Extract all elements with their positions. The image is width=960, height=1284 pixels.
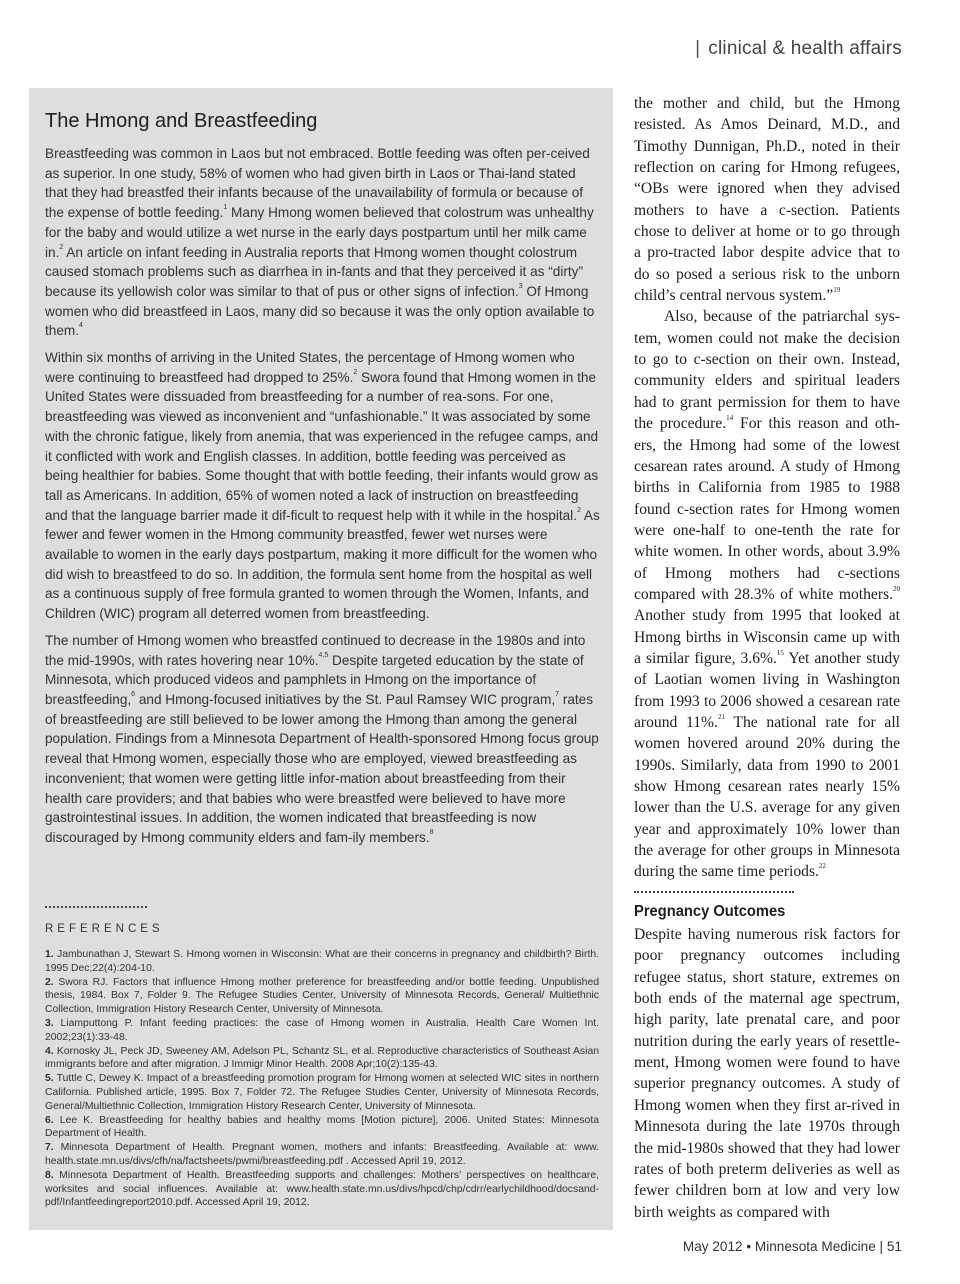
citation-superscript: 21	[717, 712, 725, 721]
reference-text: Swora RJ. Factors that influence Hmong mother preference for breastfeeding and/or bottle feeding. Unpublished thesis, 1984. Box 7, Folder 9. The Refugee Studies Center, University of Minnesota Records, General/ Multiethnic Collection, Immigration History Research Center, University of Minnesota.	[45, 976, 599, 1016]
reference-number: 4.	[45, 1045, 54, 1057]
reference-number: 2.	[45, 976, 54, 988]
page-footer: May 2012 • Minnesota Medicine | 51	[682, 1239, 902, 1254]
references-heading: REFERENCES	[45, 923, 164, 935]
reference-item	[45, 1017, 599, 1045]
reference-text: Kornosky JL, Peck JD, Sweeney AM, Adelson PL, Schantz SL, et al. Reproductive characteristics of Southeast Asian immigrants before and after migration. J Immigr Minor Health. 2008 Apr;10(2):135-43.	[45, 1045, 599, 1071]
citation-superscript: 3	[518, 282, 523, 290]
text-run: Also, because of the patriarchal sys-tem, women could not make the decision to go to c-section on their own. Instead, community elders and spiritual leaders had to grant permission for them to have the procedure.	[634, 308, 900, 433]
citation-superscript: 2	[353, 368, 358, 376]
citation-superscript: 2	[576, 506, 581, 514]
reference-text: Liamputtong P. Infant feeding practices: the case of Hmong women in Australia. Health Care Women Int. 2002;23(1):33-48.	[45, 1017, 599, 1043]
dotted-divider	[45, 906, 147, 908]
references-list	[45, 948, 599, 1210]
reference-text: Lee K. Breastfeeding for healthy babies and healthy moms [Motion picture], 2006. United States: Minnesota Department of Health.	[45, 1114, 599, 1140]
citation-superscript: 19	[833, 286, 841, 295]
reference-item	[45, 976, 599, 1017]
reference-number: 1.	[45, 949, 54, 960]
text-run: The national rate for all women hovered around 20% during the 1990s. Similarly, data from 1990 to 2001 show Hmong cesarean rates nearly 15% lower than the U.S. average for any given year and approximately 10% lower than the average for other groups in Minnesota during the same time periods.	[634, 713, 900, 881]
text-run: Another study from 1995 that looked at Hmong births in Wisconsin came up with a similar figure, 3.6%.	[634, 607, 900, 667]
paragraph: Despite having numerous risk factors for poor pregnancy outcomes including refugee status, short stature, extremes on both ends of the maternal age spectrum, high parity, late prenatal care, and poor nutrition during the early years of resettle-ment, Hmong women were found to have superior pregnancy outcomes. A study of Hmong women when they first ar-rived in Minnesota during the late 1970s through the mid-1980s showed that they had lower rates of both preterm deliveries as well as fewer children born at low and very low birth weights as compared with	[634, 926, 900, 1221]
text-run: Breastfeeding was common in Laos but not embraced. Bottle feeding was often per-ceived as superior. In one study, 58% of women who had given birth in Laos or Thai-land stated that they had breastfed their infants because of the unavailability of formula or because of the expense of bottle feeding.	[45, 146, 590, 221]
text-run: For this reason and oth-ers, the Hmong had some of the lowest cesarean rates around. A study of Hmong births in California from 1985 to 1988 found c-section rates for Hmong women were one-half to one-tenth the rate for white women. In other words, about 3.9% of Hmong mothers had c-sections compared with 28.3% of white mothers.	[634, 415, 900, 603]
reference-item	[45, 948, 599, 976]
sidebar-box	[29, 88, 613, 1230]
reference-number: 8.	[45, 1169, 54, 1181]
reference-number: 5.	[45, 1073, 54, 1085]
text-run: As fewer and fewer women in the Hmong community breastfed, fewer wet nurses were available to women in the early days postpartum, making it more difficult for the women who did wish to breastfeed to do so. In addition, the formula sent home from the hospital as well as a continuous supply of free formula granted to women through the Women, Infants, and Children (WIC) program all deterred women from breastfeeding.	[45, 507, 600, 622]
text-run: An article on infant feeding in Australia reports that Hmong women thought colostrum caused stomach problems such as diarrhea in in-fants and that they perceived it as “dirty” because its yellowish color was similar to that of pus or other signs of infection.	[45, 244, 583, 299]
text-run: and Hmong-focused initiatives by the St. Paul Ramsey WIC program,	[135, 691, 556, 707]
citation-superscript: 4	[79, 322, 83, 330]
citation-superscript: 20	[893, 584, 900, 593]
text-run: Many Hmong women believed that colostrum was unhealthy for the baby and would utilize a wet nurse in the early days postpartum until her milk came in.	[45, 205, 594, 260]
section-label: clinical & health affairs	[708, 38, 902, 59]
text-run: Of Hmong women who did breastfeed in Laos, many did so because it was the only option available to them.	[45, 283, 595, 339]
citation-superscript: 6	[131, 690, 136, 698]
text-run: Yet another study of Laotian women living in Washington from 1993 to 2006 showed a cesarean rate around 11%.	[634, 649, 900, 731]
citation-superscript: 7	[555, 690, 560, 698]
text-run: Within six months of arriving in the United States, the percentage of Hmong women who were continuing to breastfeed had dropped to 25%.	[45, 350, 575, 385]
citation-superscript: 4,5	[318, 651, 329, 659]
reference-number: 6.	[45, 1114, 54, 1126]
citation-superscript: 15	[776, 648, 784, 657]
citation-superscript: 1	[223, 204, 228, 212]
citation-superscript: 2	[59, 243, 64, 251]
paragraph	[634, 306, 900, 882]
reference-item	[45, 1141, 599, 1169]
text-run: the mother and child, but the Hmong resisted. As Amos Deinard, M.D., and Timothy Dunnigan, Ph.D., noted in their reflection on caring for Hmong refugees, “OBs were ignored when they advised mothers to have a c-section. Patients chose to deliver at home or to go through a pro-tracted labor despite advice that to do so posed a serious risk to the unborn child’s central nervous system.”	[634, 95, 900, 305]
sidebar-body	[45, 144, 601, 855]
text-run: rates of breastfeeding are still believed to be lower among the Hmong than among the general population. Findings from a Minnesota Department of Health-sponsored Hmong focus group reveal that Hmong women, especially those who are employed, viewed breastfeeding as inconvenient; that women were getting little infor-mation about breastfeeding from their health care providers; and that babies who were breastfed were believed to have more gastrointestinal issues. In addition, the women indicated that breastfeeding is now discouraged by Hmong community elders and fam-ily members.	[45, 691, 599, 845]
reference-text: Minnesota Department of Health. Breastfeeding supports and challenges: Mothers’ perspectives on healthcare, worksites and social influences. Available at: www.health.state.mn.us/divs/hpcd/chp/cdrr/earlychildhood/docsand-pdf/Infantfeedingreport2010.pdf. Accessed April 19, 2012.	[45, 1169, 599, 1209]
reference-text: Tuttle C, Dewey K. Impact of a breastfeeding promotion program for Hmong women at selected WIC sites in northern California. Published article, 1995. Box 7, Folder 72. The Refugee Studies Center, University of Minnesota Records, General/Multiethnic Collection, Immigration History Research Center, University of Minnesota.	[45, 1073, 599, 1112]
paragraph	[45, 631, 601, 848]
reference-item	[45, 1045, 599, 1073]
reference-number: 3.	[45, 1017, 54, 1029]
section-header	[695, 38, 902, 60]
reference-number: 7.	[45, 1142, 54, 1154]
header-divider: |	[695, 38, 701, 59]
dotted-divider	[634, 891, 794, 893]
subheading: Pregnancy Outcomes	[634, 902, 786, 920]
text-run: Swora found that Hmong women in the United States were dissuaded from breastfeeding for a number of rea-sons. For one, breastfeeding was viewed as inconvenient and “unfashionable.” It was associated by some with the chronic fatigue, likely from anemia, that was experienced in the refugee camps, and it conflicted with work and English classes. In addition, bottle feeding was perceived as being healthier for babies. Some thought that with bottle feeding, their infants would grow as tall as Americans. In addition, 65% of women noted a lack of instruction on breastfeeding and that the language barrier made it dif-ficult to request help with it while in the hospital.	[45, 369, 599, 523]
paragraph	[634, 93, 900, 306]
citation-superscript: 22	[818, 862, 826, 871]
reference-item	[45, 1169, 599, 1210]
citation-superscript: 8	[429, 828, 434, 836]
paragraph	[45, 144, 601, 341]
text-run: Despite targeted education by the state of Minnesota, which produced videos and pamphlets in Hmong on the importance of breastfeeding,	[45, 652, 584, 707]
reference-text: Minnesota Department of Health. Pregnant women, mothers and infants: Breastfeeding. Available at: www. health.state.mn.us/divs/cfh/na/factsheets/pwmi/breastfeeding.pdf . Accessed April 19, 2012.	[45, 1142, 599, 1167]
reference-text: Jambunathan J, Stewart S. Hmong women in Wisconsin: What are their concerns in pregnancy and childbirth? Birth. 1995 Dec;22(4):204-10.	[45, 949, 599, 974]
paragraph	[45, 348, 601, 624]
column-body	[634, 93, 900, 883]
reference-item	[45, 1114, 599, 1142]
text-run: The number of Hmong women who breastfed continued to decrease in the 1980s and into the mid-1990s, with rates hovering near 10%.	[45, 632, 586, 668]
main-column	[634, 93, 900, 1223]
reference-item	[45, 1072, 599, 1113]
citation-superscript: 14	[726, 414, 734, 423]
sidebar-title: The Hmong and Breastfeeding	[45, 110, 318, 132]
